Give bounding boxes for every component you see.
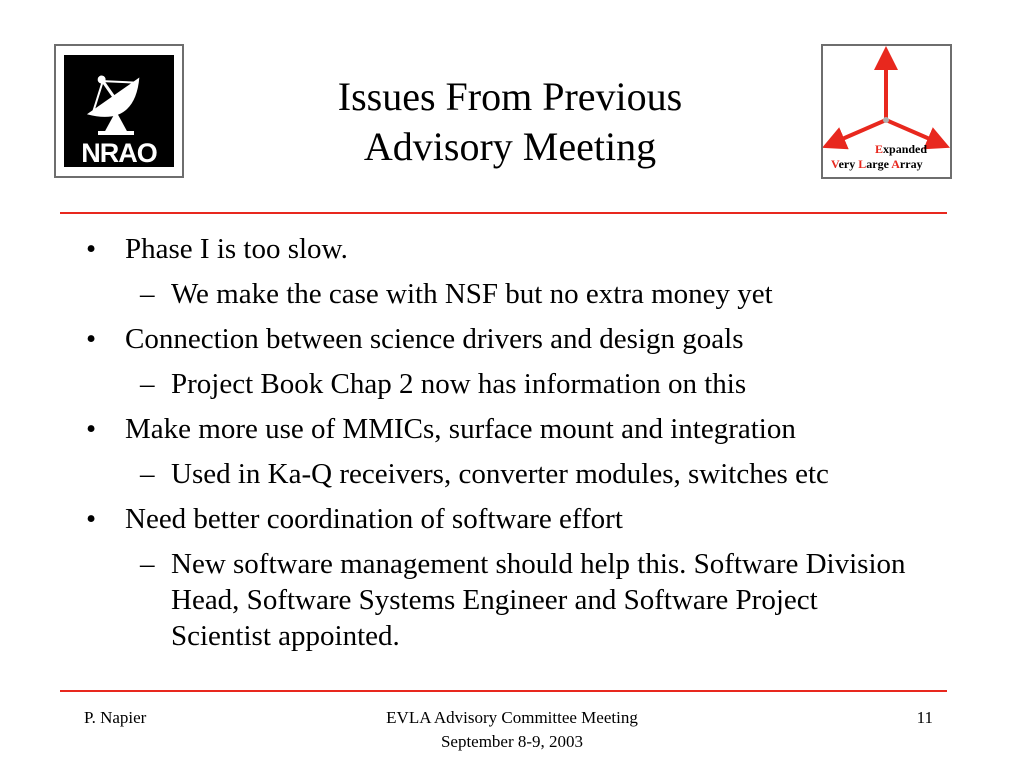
sub-bullet-item <box>0 546 1024 654</box>
footer-author: P. Napier <box>84 708 147 727</box>
evla-logo <box>821 44 952 179</box>
footer-event-line1: EVLA Advisory Committee Meeting <box>386 708 638 727</box>
bullet-text: Make more use of MMICs, surface mount and integration <box>125 413 796 445</box>
sub-bullet-marker: – <box>140 458 155 490</box>
bullet-item <box>0 411 1024 447</box>
radio-telescope-icon <box>64 55 174 167</box>
sub-bullet-item <box>0 276 1024 312</box>
evla-array-icon <box>823 46 950 177</box>
bullet-item <box>0 231 1024 267</box>
nrao-logo-background <box>64 55 174 167</box>
evla-logo-line2: Very Large Array <box>831 157 923 171</box>
footer-page-number: 11 <box>916 708 933 727</box>
evla-logo-line1: Expanded <box>875 142 928 156</box>
bullet-item <box>0 501 1024 537</box>
slide-title-line1: Issues From Previous <box>337 74 683 119</box>
sub-bullet-marker: – <box>140 368 155 400</box>
sub-bullet-marker: – <box>140 278 155 310</box>
bullet-text: Connection between science drivers and design goals <box>125 323 744 355</box>
footer-event <box>312 706 712 754</box>
slide-title <box>250 72 770 172</box>
sub-bullet-item <box>0 456 1024 492</box>
bullet-text: Need better coordination of software effort <box>125 503 623 535</box>
bullet-list <box>0 222 1024 654</box>
sub-bullet-marker: – <box>140 548 155 580</box>
slide-title-line2: Advisory Meeting <box>363 124 657 169</box>
top-divider <box>60 212 947 214</box>
bullet-marker: • <box>86 503 97 535</box>
bullet-item <box>0 321 1024 357</box>
bullet-marker: • <box>86 233 97 265</box>
sub-bullet-text: We make the case with NSF but no extra money yet <box>171 278 773 310</box>
sub-bullet-text: Project Book Chap 2 now has information on this <box>171 368 747 400</box>
bullet-text: Phase I is too slow. <box>125 233 348 265</box>
sub-bullet-text: Used in Ka-Q receivers, converter modules, switches etc <box>171 458 829 490</box>
nrao-logo <box>54 44 184 178</box>
bullet-marker: • <box>86 323 97 355</box>
bullet-marker: • <box>86 413 97 445</box>
sub-bullet-item <box>0 366 1024 402</box>
bottom-divider <box>60 690 947 692</box>
sub-bullet-text: New software management should help this. Software Division Head, Software Systems Engineer and Software Project Scientist appointed. <box>171 548 906 652</box>
nrao-logo-text: NRAO <box>81 138 157 167</box>
footer-event-line2: September 8-9, 2003 <box>440 732 584 751</box>
